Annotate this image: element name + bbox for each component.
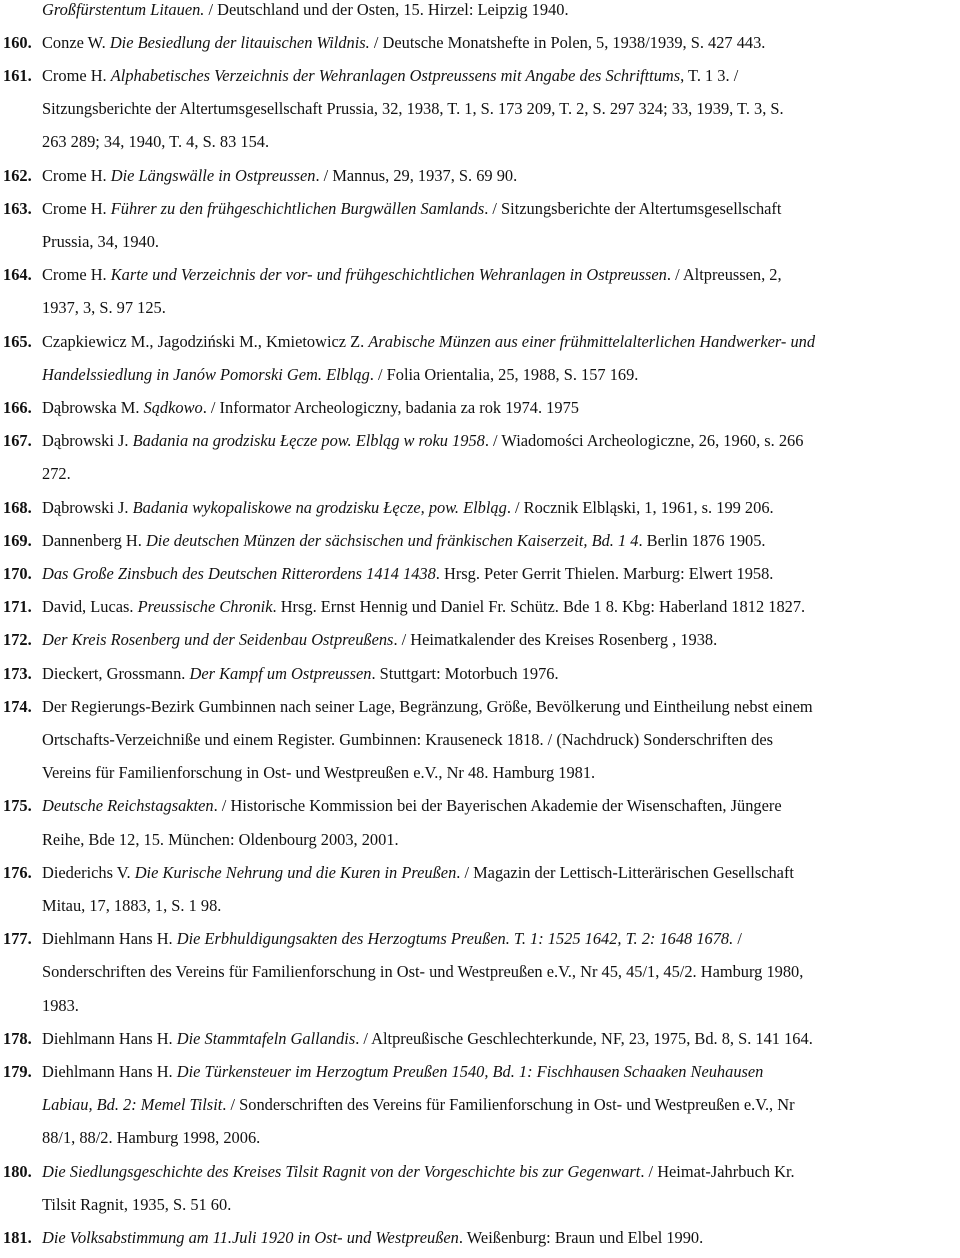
line-segment: . Stuttgart: Motorbuch 1976. xyxy=(371,664,559,683)
line-segment: . / Altpreußische Geschlechterkunde, NF, 23, 1975, Bd. 8, S. 141 164. xyxy=(355,1029,813,1048)
bibliography-entry-175 xyxy=(3,796,782,816)
line-segment: Die Kurische Nehrung und die Kuren in Preußen xyxy=(134,863,457,882)
line-segment: Prussia, 34, 1940. xyxy=(42,232,160,251)
line-segment: Badania wykopaliskowe na grodzisku Łęcze, pow. Elbląg xyxy=(132,498,507,517)
line-segment: Mitau, 17, 1883, 1, S. 1 98. xyxy=(42,896,222,915)
bibliography-entry-172 xyxy=(3,630,717,650)
line-segment: . / Sitzungsberichte der Altertumsgesellschaft xyxy=(484,199,782,218)
entry-continuation-line xyxy=(42,232,159,252)
line-segment: Preussische Chronik xyxy=(137,597,273,616)
line-segment: Dąbrowski J. xyxy=(42,431,133,450)
entry-continuation-line xyxy=(42,896,221,916)
line-segment: / Deutsche Monatshefte in Polen, 5, 1938/1939, S. 427 443. xyxy=(369,33,766,52)
entry-continuation-line xyxy=(42,132,269,152)
line-segment: Der Kampf um Ostpreussen xyxy=(189,664,372,683)
line-segment: Der Regierungs-Bezirk Gumbinnen nach seiner Lage, Begränzung, Größe, Bevölkerung und Eintheilung nebst einem xyxy=(42,697,813,716)
bibliography-entry-174 xyxy=(3,697,813,717)
line-segment: 1983. xyxy=(42,996,79,1015)
entry-continuation-line xyxy=(42,1128,260,1148)
line-segment: Sądkowo xyxy=(143,398,203,417)
line-segment: . Hrsg. Peter Gerrit Thielen. Marburg: Elwert 1958. xyxy=(435,564,774,583)
entry-number: 168. xyxy=(3,498,32,517)
line-segment: . / Wiadomości Archeologiczne, 26, 1960, s. 266 xyxy=(484,431,804,450)
line-segment: David, Lucas. xyxy=(42,597,138,616)
bibliography-entry-168 xyxy=(3,498,774,518)
line-segment: . / Altpreussen, 2, xyxy=(666,265,782,284)
line-segment: / Deutschland und der Osten, 15. Hirzel: Leipzig 1940. xyxy=(204,0,569,19)
entry-number: 164. xyxy=(3,265,32,284)
line-segment: . / Informator Archeologiczny, badania za rok 1974. 1975 xyxy=(202,398,579,417)
line-segment: . / Historische Kommission bei der Bayerischen Akademie der Wisenschaften, Jüngere xyxy=(213,796,782,815)
line-segment: 263 289; 34, 1940, T. 4, S. 83 154. xyxy=(42,132,270,151)
line-segment: . / Mannus, 29, 1937, S. 69 90. xyxy=(315,166,518,185)
bibliography-entry-164 xyxy=(3,265,782,285)
line-segment: Die Besiedlung der litauischen Wildnis. xyxy=(109,33,370,52)
line-segment: Badania na grodzisku Łęcze pow. Elbląg w roku 1958 xyxy=(132,431,485,450)
line-segment: Die Volksabstimmung am 11.Juli 1920 in Ost- und Westpreußen xyxy=(42,1228,459,1247)
line-segment: Die deutschen Münzen der sächsischen und fränkischen Kaiserzeit, Bd. 1 4 xyxy=(145,531,639,550)
entry-number: 178. xyxy=(3,1029,32,1048)
line-segment: . / Sonderschriften des Vereins für Familienforschung in Ost- und Westpreußen e.V., Nr xyxy=(222,1095,795,1114)
entry-number: 175. xyxy=(3,796,32,815)
bibliography-entry-178 xyxy=(3,1029,813,1049)
line-segment: / xyxy=(733,929,742,948)
line-segment: 272. xyxy=(42,464,71,483)
line-segment: Diederichs V. xyxy=(42,863,135,882)
line-segment: . / Rocznik Elbląski, 1, 1961, s. 199 206. xyxy=(506,498,774,517)
entry-number: 177. xyxy=(3,929,32,948)
entry-continuation-line xyxy=(42,996,79,1016)
entry-number: 180. xyxy=(3,1162,32,1181)
entry-continuation-line xyxy=(42,730,773,750)
bibliography-entry-162 xyxy=(3,166,517,186)
entry-number: 173. xyxy=(3,664,32,683)
line-segment: Der Kreis Rosenberg und der Seidenbau Ostpreußens xyxy=(42,630,394,649)
line-segment: Deutsche Reichstagsakten xyxy=(42,796,214,815)
entry-number: 172. xyxy=(3,630,32,649)
line-segment: Arabische Münzen aus einer frühmittelalterlichen Handwerker- und xyxy=(368,332,816,351)
line-segment: . Hrsg. Ernst Hennig und Daniel Fr. Schütz. Bde 1 8. Kbg: Haberland 1812 1827. xyxy=(272,597,806,616)
bibliography-entry-166 xyxy=(3,398,579,418)
entry-continuation-line xyxy=(42,1195,231,1215)
entry-number: 179. xyxy=(3,1062,32,1081)
bibliography-entry-176 xyxy=(3,863,794,883)
entry-continuation-line xyxy=(42,763,595,783)
bibliography-entry-181 xyxy=(3,1228,703,1248)
entry-continuation-line xyxy=(42,830,399,850)
line-segment: Crome H. xyxy=(42,265,111,284)
line-segment: Alphabetisches Verzeichnis der Wehranlagen Ostpreussens mit Angabe des Schrifttums xyxy=(110,66,681,85)
line-segment: . / Magazin der Lettisch-Litterärischen Gesellschaft xyxy=(456,863,794,882)
entry-number: 163. xyxy=(3,199,32,218)
line-segment: Die Längswälle in Ostpreussen xyxy=(110,166,316,185)
line-segment: Crome H. xyxy=(42,166,111,185)
entry-continuation-line xyxy=(42,962,803,982)
line-segment: Sitzungsberichte der Altertumsgesellschaft Prussia, 32, 1938, T. 1, S. 173 209, T. 2, S. 297 324; 33, 1939, T. 3, S. xyxy=(42,99,784,118)
line-segment: Karte und Verzeichnis der vor- und frühgeschichtlichen Wehranlagen in Ostpreussen xyxy=(110,265,667,284)
entry-number: 165. xyxy=(3,332,32,351)
entry-number: 166. xyxy=(3,398,32,417)
entry-number: 176. xyxy=(3,863,32,882)
line-segment: , T. 1 3. / xyxy=(680,66,739,85)
line-segment: . / Heimat-Jahrbuch Kr. xyxy=(640,1162,795,1181)
bibliography-entry-167 xyxy=(3,431,803,451)
line-segment: Die Stammtafeln Gallandis xyxy=(176,1029,356,1048)
line-segment: Handelssiedlung in Janów Pomorski Gem. Elbląg xyxy=(42,365,370,384)
line-segment: Dąbrowski J. xyxy=(42,498,133,517)
entry-continuation-line xyxy=(42,464,71,484)
line-segment: . / Folia Orientalia, 25, 1988, S. 157 169. xyxy=(369,365,639,384)
bibliography-entry-163 xyxy=(3,199,781,219)
bibliography-entry-169 xyxy=(3,531,766,551)
line-segment: Czapkiewicz M., Jagodziński M., Kmietowicz Z. xyxy=(42,332,369,351)
line-segment: Das Große Zinsbuch des Deutschen Ritterordens 1414 1438 xyxy=(42,564,436,583)
entry-continuation-line xyxy=(42,0,569,20)
line-segment: Crome H. xyxy=(42,66,111,85)
line-segment: 88/1, 88/2. Hamburg 1998, 2006. xyxy=(42,1128,261,1147)
line-segment: Dąbrowska M. xyxy=(42,398,144,417)
line-segment: Führer zu den frühgeschichtlichen Burgwällen Samlands xyxy=(110,199,485,218)
line-segment: . / Heimatkalender des Kreises Rosenberg , 1938. xyxy=(393,630,718,649)
line-segment: . Weißenburg: Braun und Elbel 1990. xyxy=(458,1228,704,1247)
line-segment: Die Siedlungsgeschichte des Kreises Tilsit Ragnit von der Vorgeschichte bis zur Gegenwart xyxy=(42,1162,641,1181)
line-segment: Tilsit Ragnit, 1935, S. 51 60. xyxy=(42,1195,232,1214)
entry-continuation-line xyxy=(42,99,784,119)
bibliography-entry-177 xyxy=(3,929,742,949)
bibliography-entry-180 xyxy=(3,1162,795,1182)
entry-number: 171. xyxy=(3,597,32,616)
entry-number: 181. xyxy=(3,1228,32,1247)
line-segment: Vereins für Familienforschung in Ost- und Westpreußen e.V., Nr 48. Hamburg 1981. xyxy=(42,763,596,782)
line-segment: Sonderschriften des Vereins für Familienforschung in Ost- und Westpreußen e.V., Nr 45, 45/1, 45/2. Hamburg 1980, xyxy=(42,962,804,981)
entry-continuation-line xyxy=(42,298,166,318)
line-segment: Conze W. xyxy=(42,33,110,52)
line-segment: Ortschafts-Verzeichniße und einem Register. Gumbinnen: Krauseneck 1818. / (Nachdruck) Sonderschriften des xyxy=(42,730,773,749)
entry-number: 174. xyxy=(3,697,32,716)
entry-continuation-line xyxy=(42,1095,795,1115)
line-segment: Die Erbhuldigungsakten des Herzogtums Preußen. T. 1: 1525 1642, T. 2: 1648 1678. xyxy=(176,929,734,948)
entry-number: 167. xyxy=(3,431,32,450)
bibliography-entry-170 xyxy=(3,564,773,584)
line-segment: Reihe, Bde 12, 15. München: Oldenbourg 2003, 2001. xyxy=(42,830,399,849)
line-segment: Diehlmann Hans H. xyxy=(42,929,177,948)
line-segment: . Berlin 1876 1905. xyxy=(638,531,766,550)
entry-number: 169. xyxy=(3,531,32,550)
line-segment: Crome H. xyxy=(42,199,111,218)
line-segment: Großfürstentum Litauen. xyxy=(42,0,205,19)
entry-number: 170. xyxy=(3,564,32,583)
line-segment: Labiau, Bd. 2: Memel Tilsit xyxy=(42,1095,223,1114)
entry-number: 160. xyxy=(3,33,32,52)
entry-number: 162. xyxy=(3,166,32,185)
line-segment: Dieckert, Grossmann. xyxy=(42,664,190,683)
line-segment: Diehlmann Hans H. xyxy=(42,1029,177,1048)
bibliography-entry-179 xyxy=(3,1062,763,1082)
bibliography-entry-173 xyxy=(3,664,559,684)
line-segment: 1937, 3, S. 97 125. xyxy=(42,298,166,317)
bibliography-entry-161 xyxy=(3,66,738,86)
line-segment: Diehlmann Hans H. xyxy=(42,1062,177,1081)
entry-continuation-line xyxy=(42,365,638,385)
line-segment: Dannenberg H. xyxy=(42,531,146,550)
bibliography-entry-165 xyxy=(3,332,815,352)
line-segment: Die Türkensteuer im Herzogtum Preußen 1540, Bd. 1: Fischhausen Schaaken Neuhausen xyxy=(176,1062,764,1081)
bibliography-entry-160 xyxy=(3,33,765,53)
entry-number: 161. xyxy=(3,66,32,85)
bibliography-entry-171 xyxy=(3,597,805,617)
